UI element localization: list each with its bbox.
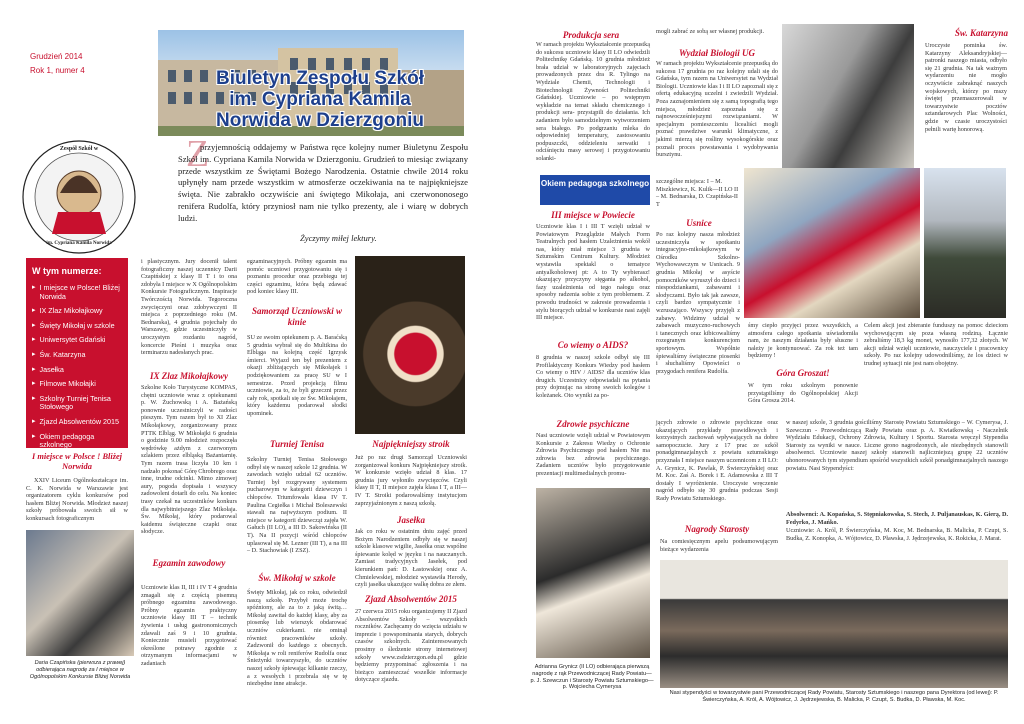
issue-date: Grudzień 2014	[30, 52, 83, 61]
santa-photo	[355, 256, 465, 434]
zjazd-text: 27 czerwca 2015 roku organizujemy II Zjazd Absolwentów Szkoły – wszystkich roczników. Zachęcamy do wzięcia udziału w imprezie i powspominania starych, dobrych czasów szkolnych. Zainteresowanych prosimy o śledzenie strony internetowej szkoły www.zsdzierzgon.edu.pl gdzie będziemy przypominać zgłoszenia i na bieżąco zamieszczać wszelkie informacje dotyczące zjazdu.	[355, 608, 467, 684]
gora-grosza-continued-text: Celem akcji jest zbieranie funduszy na pomoc dzieciom wychowującym się poza własną rodziną. Łącznie zebraliśmy 18,3 kg monet, wynosiło 177,32 złotych. W akcji udział wzięli uczniowie, nauczyciele i pracownicy szkoły. Po raz kolejny udowodniliśmy, że los dzieci w trudnej sytuacji nie jest nam obojętny.	[864, 322, 1008, 367]
grynicz-caption: Adrianna Grynicz (II LO) odbierająca pierwszą nagrodę z rąk Przewodniczącej Rady Powiatu— p. J. Szewczun i Starosty Powiatu Sztumskiego— p. Wojciecha Cymerysa	[530, 664, 654, 691]
toc-item[interactable]: ▸ Jasełka	[32, 366, 122, 375]
heading-aids: Co wiemy o AIDS?	[557, 340, 629, 350]
heading-zjazd-absolwentow: Zjazd Absolwentów 2015	[365, 594, 457, 604]
zdrowie-text: Nasi uczniowie wzięli udział w Powiatowym Konkursie z Zakresu Wiedzy o Ochronie Zdrowia Psychicznego pod hasłem Nie ma zdrowia bez zdrowia psychicznego. Zadaniem uczniów było przygotowanie prezentacji multimedialnych promu-	[536, 432, 650, 477]
ser-ending-text: mogli zabrać ze sobą ser własnej produkcji.	[656, 28, 765, 35]
ser-text: W ramach projektu Wykształcenie przepustką do sukcesu uczniowie klasy II LO odwiedzili Politechnikę Gdańską. 10 grudnia młodzież brała udział w laboratoryjnych zajęciach prowadzonych przez dra R. Tylingo na Wydziale Chemii, Technologii i Biotechnologii Żywności Politechniki Gdańskiej. Uczniowie – po wstępnym wykładzie na temat składu chemicznego i produkcji sera- przystąpili do działania. Ich zadaniem było samodzielnym wytworzeniem sera białego. Po podgrzaniu mleka do odpowiedniej temperatury, zastosowaniu podpuszczki, oddzieleniu serwatki i odciśnięciu masy serowej i przygotowaniu solanki-	[536, 41, 650, 162]
title-line-3: Norwida w Dzierzgoniu	[216, 110, 424, 131]
logo-text-bottom: im. Cypriana Kamila Norwida	[46, 241, 112, 246]
toc-item[interactable]: ▸ Filmowe Mikołajki	[32, 380, 122, 389]
title-line-1: Biuletyn Zespołu Szkół	[216, 68, 424, 89]
heading-wydzial-biologii: Wydział Biologii UG	[678, 48, 755, 58]
toc-heading: W tym numerze:	[32, 266, 102, 276]
toc-item[interactable]: ▸ Uniwersytet Gdański	[32, 336, 122, 345]
award-photo-czapinska	[26, 530, 134, 656]
uczniowie-list: Uczniowie: A. Król, P. Świerczyńska, M. Koc, M. Bednarska, B. Malicka, P. Czupt, S. Budka, Z. Konopka, A. Wójtowicz, D. Pławska, J. Jędrzejewska, K. Rokicka, J. Marat.	[786, 527, 1008, 542]
samorzad-text: SU ze swoim opiekunem p. A. Baraćską 5 grudnia wybrał się do Multikina do Elbląga na kolejną część Igrzysk śmierci. Wyjazd ten był prezentem z okazji zbliżających się Mikołajek i podziękowaniem za pracę SU w I semestrze. Przed projekcją filmu uczniowie, za to, że byli grzeczni przez cały rok, spotkali się ze Św. Mikołajem, który każdemu podarował słodki upominek.	[247, 334, 347, 417]
bliżej-norwida-text: XXIV Liceum Ogólnokształcące im. C. K. Norwida w Warszawie jest organizatorem cyklu konkursów pod hasłem Bliżej Norwida. Młodzież naszej szkoły próbowała swoich sił w konkursach fotograficznym	[26, 477, 128, 522]
toc-item[interactable]: ▸ Szkolny Turniej Tenisa Stołowego	[32, 395, 122, 412]
heading-nagrody-starosty: Nagrody Starosty	[684, 524, 750, 534]
absolwenci-list: Absolwenci: A. Kopańska, S. Stępniakowska, S. Stech, J. Puljanauskas, K. Gierą, D. Fedyrko, J. Mańko.	[786, 511, 1008, 526]
school-emblem-icon	[20, 138, 138, 256]
heading-iii-miejsce: III miejsce w Powiecie	[551, 210, 635, 220]
heading-najpiekniejszy-stroik: Najpiękniejszy stroik	[372, 439, 450, 449]
heading-mikolaj-w-szkole: Św. Mikołaj w szkole	[258, 573, 336, 583]
katarzyna-text: Uroczyste pominka św. Katarzyny Aleksandryjskiej—patronki naszego miasta, odbyło się 21 grudnia. Na tak ważnym wydarzeniu nie mogło oczywiście zabraknąć naszych wojskowych, którzy po mszy świętej przemaszerowali w towarzystwie pocztów sztandarowych Plac Wolności, gdzie w czasie uroczystości pełnili wartę honorową.	[925, 42, 1007, 133]
award-photo-caption: Daria Czapińska (pierwsza z prawej) odbierająca nagrodę za I miejsce w Ogólnopolskim Konkursie Bliżej Norwida	[29, 660, 131, 680]
stypendysci-caption: Nasi stypendyści w towarzystwie pani Przewodniczącej Rady Powiatu, Starosty Sztumskiego i naszego pana Dyrektora (od lewej): P. Świerczyńska, A. Król, A. Wójtowicz, J. Jędrzejewska, B. Malicka, P. Czupt, S. Budka, D. Pławska, M. Koc.	[669, 690, 999, 703]
intro-text: przyjemnością oddajemy w Państwa ręce kolejny numer Biuletynu Zespołu Szkół im. Cypriana Kamila Norwida w Dzierzgoniu. Grudzień to miesiąc związany przede wszystkim ze Świętami Bożego Narodzenia. Ostatnie chwile 2014 roku upłynęły nam przede wszystkim w atmosferze oczekiwania na te najpiękniejsze święta. Nie zabrakło oczywiście ani świętego Mikołaja, ani czerwononosego renifera Rudolfa, który przyniosł nam nie tylko prezenty, ale i wiarę w dobrych ludzi.	[178, 142, 468, 223]
intro-dropcap: Z	[186, 133, 210, 175]
title-line-2: im. Cypriana Kamila	[229, 89, 411, 110]
toc-list	[32, 284, 122, 450]
usnice-text: Po raz kolejny nasza młodzież uczestniczyła w spotkaniu integracyjno-mikołajkowym w Ośrodku Szkolno-Wychowawczym w Usnicach. 9 grudnia Mikołaj w asyście pomocników wyruszył do dzieci i niespodziankami, zabawami i słodyczami. Było tak jak zawsze, czyli bardzo sympatycznie i wzruszająco. Wszyscy przyjęli z zabawy. Widzimy udział w zabawach muzyczno-ruchowych i tanecznych oraz kibicowaliśmy rozegranym konkurencjom sportowym. Wspólnie śpiewaliśmy świąteczne piosenki i słuchaliśmy Opowieści o przygodach renifera Rudolfa.	[656, 231, 740, 375]
heading-zlaz-mikolajkowy: IX Zlaz Mikołajkowy	[149, 371, 228, 381]
nagroda-grynicz-photo	[536, 488, 650, 658]
usnice-ending-text: śmy ciepło przyjęci przez wszystkich, a atmosfera całego spotkania uświadomiła nam, że naszym działania były słuszne i należy je kontynuować. Za rok też tam będziemy !	[748, 322, 858, 360]
intro-closing: Życzymy miłej lektury.	[300, 233, 377, 243]
gora-grosza-text: W tym roku szkolnym ponownie przystąpiliśmy do Ogólnopolskiej Akcji Góra Grosza 2014.	[748, 382, 858, 405]
uniwersytet-photo	[782, 24, 914, 182]
katarzyna-parade-photo	[924, 168, 1006, 318]
heading-usnice: Usnice	[686, 218, 712, 228]
heading-sw-katarzyna: Św. Katarzyna	[954, 28, 1008, 38]
jaselka-text: Jak co roku w ostatnim dniu zajęć przed Bożym Narodzeniem odbyły się w naszej szkole klasowe wigilie, Jasełka oraz wspólne śpiewanie kolęd w języku i na nauczanych. Zamiast tradycyjnych Jasełek, pod kierunkiem pań: D. Łastowskiej oraz A. Chmielewskiej, młodzież wystawiła Herody, czyli jasełka ukazujące walkę dobra ze złem.	[355, 528, 467, 589]
aids-text: 8 grudnia w naszej szkole odbył się III Profilaktyczny Konkurs Wiedzy pod hasłem Co wiemy o HIV / AIDS? dla uczniów klas drugich. Uczestnicy odpowiadali na pytania przy dojmując na stronę swoich kolegów i koleżanek. Oto wyniki za po-	[536, 354, 650, 399]
egzamin-continued-text: egzaminacyjnych. Próbny egzamin ma pomóc uczniowi przygotowaniu się i poznaniu procedur oraz przebiegu tej części egzaminu, która będą zdawać pod koniec klasy III.	[247, 258, 347, 296]
toc-item[interactable]: ▸ Święty Mikołaj w szkole	[32, 322, 122, 331]
zlaz-text: Szkolne Koło Turystyczne KOMPAS, chętni uczniowie wraz z opiekunami p. W. Żuchowską i A. Bażańską ponownie uczestniczyli w radości pieszym. Tym razem był to XI Zlaz Mikołajkowy, zorganizowany przez PTTK Elbląg. W Mikołajki 6 grudnia o godzinie 9.00 młodzież rozpoczęła wędrówkę ażdym z czerwonym szlakiem przez elbląską Bażantarnię. Tym razem trasa liczyła 10 km i nadzało pokonać Górę Chrobrego oraz inne, trudne odcinki. Mimo zimowej aury, pogoda dopisała i wszyscy zadowoleni dotarli do celu. Na koniec trasy czekał na uczestników konkurs dla najwybitniejszego Zlaz Mikołaja. Św. Mikołaj, który podarowal kaidemu świąteczne czapki oraz słodycze.	[141, 384, 237, 536]
toc-item[interactable]: ▸ IX Zlaz Mikołajkowy	[32, 307, 122, 316]
heading-gora-grosza: Góra Groszat!	[776, 368, 830, 378]
mikolaj-text: Święty Mikołaj, jak co roku, odwiedził naszą szkołę. Przybył może trochę spóźniony, ale za to z jaką świtą… Mikołaj zawitał do każdej klasy, aby za piosenkę lub wierszyk obdarować uczniów cukierkami. nie ominął również pracowników szkoły. Zadzwonił do każdego z obecnych. Mikołaja w roli reniferów Rudolfa oraz Śnieżynki towarzyszyło, do uczniów naszej szkoły śpiewając kilkanie rzeczy, a z wesołych i przebrala się w tę niezbędne inne atrakcje.	[247, 589, 347, 688]
table-of-contents	[26, 258, 128, 448]
tenis-text: Szkolny Turniej Tenisa Stołowego odbył się w naszej szkole 12 grudnia. W zawodach wzięło udział 62 uczniów. Turniej był rozgrywany systemem pucharowym w kategorii dziewczyn i chłopców. Triumfowała klasa IV T. Paulina Cegiełka i Michał Boleszewski stawali na najwyższym podium. II miejsce w kategorii dziewcząt zajęła W. Gałuch (II LO), a III D. Sakowińska (II T). Na II pozycji wśród chłopców uplasował się M. Lezner (III T), a na III – D. Stachowiak (I ZSZ).	[247, 456, 347, 555]
issue-number: Rok 1, numer 4	[30, 66, 85, 75]
heading-egzamin-zawodowy: Egzamin zawodowy	[152, 558, 226, 568]
stypendysci-group-photo	[660, 560, 1008, 688]
stroik-text: Już po raz drugi Samorząd Uczniowski zorganizował konkurs Najpiękniejszy stroik. W konkursie wzięło udział 8 klas. 17 grudnia jury wyłoniło zwycięzców. Czyli klasy II T, II miejsce zajęła klasa I T, a III—IV T. Stroiki podarowaliśmy instytucjom zaprzyjaźnionym z naszą szkołą.	[355, 454, 467, 507]
powiat-text: Uczniowie klas I i III T wzięli udział w Powiatowym Przeglądzie Małych Form Teatralnych pod hasłem Uzależnienia wokół nas, który miał miejsce 3 grudnia w Sztumskim Centrum Kultury. Młodzież wystawiła spektakl o tematyce antyalkoholowej pt: A to Ty wybierasz! ukazujący przyczyny sięgania po alkohol, fazy uzależnienia od tego nałogu oraz sposoby radzenia sobie z tym problemem. Z powodu trudności w zakresie prowadzenia i stylu biorących udział w konkursie nasi zajęli III miejsce.	[536, 223, 650, 322]
biologia-text: W ramach projektu Wykształcenie przepustką do sukcesu 17 grudnia po raz kolejny udali się do Gdańska, tym razem na Uniwersytet na Wydział Biologii. Uczniowie klas I i II LO zapoznali się z ofertą edukacyjną uczelni i zwiedzili Wydział. Poza zaznajomieniem się z samą topografią tego miejsca, młodzież zapoznała się z najnowocześniejszymi rozwiązaniami. W specjalnym pomieszczeniu licealiści mogli poznać prawdziwe warunki klimatyczne, z jakimi mierzą się rośliny wysokogórskie oraz poznali proces powstawania i wydobywania bursztynu.	[656, 60, 778, 159]
usnice-photo	[744, 168, 920, 318]
heading-zdrowie-psychiczne: Zdrowie psychiczne	[556, 419, 630, 429]
pedagog-box-label: Okiem pedagoga szkolnego	[540, 179, 650, 188]
heading-samorzad-w-kinie: Samorząd Uczniowski w kinie	[251, 306, 343, 327]
contest-continued-text: i plastycznym. Jury docenił talent fotograficzny naszej uczennicy Darii Czapińskiej z klasy II T i to ona zdobyła I miejsce w X Ogólnopolskim Konkursie Fotograficznym. Inspiracje Twórczością Norwida. Tegoroczna zwycięczyni oraz zdobywczyni II miejsca z poprzedniego roku (M. Bednarska), 4 grudnia pojechały do Warszawy, gdzie uczestniczyły w uroczystym rozdaniu nagród, koncercie Pieśni i muzyka oraz terminarzu nadesłanych prac.	[141, 258, 237, 357]
zdrowie-continued-text: jących zdrowie o zdrowie psychiczne oraz ukazujących przykłady prawidłowych i korzystnych zachowań wpływających na dobre samopoczucie. Jury z 17 prac ze szkół ponadgimnazjalnych z powiatu sztumskiego przyznała I miejsce naszym uczennicom z II LO: A. Grynicz, K. Pawlak, P. Świerczyńskiej oraz M. Koc. Zaś A. Borek i E. Adamowska z III T dostały I wyróżnienie. Uroczyste wręczenie nagród odbyło się 30 grudnia podczas Sesji Rady Powiatu Sztumskiego.	[656, 419, 778, 502]
heading-turniej-tenisa: Turniej Tenisa	[269, 439, 325, 449]
nagrody-text: Na comiesięcznym apelu podsumowującym bieżące wydarzenia	[660, 538, 778, 553]
egzamin-text: Uczniowie klas II, III i IV T 4 grudnia zmagali się z częścią pisemną próbnego egzaminu zawodowego. Próbny egzamin praktyczny uczniowie klasy III T – technik żywienia i usług gastronomicznych zdawali zaś 9 i 10 grudnia. Koniecznie musieli przygotować określone potrawy zgodnie z otrzymanym informacjami w zadaniach	[141, 584, 237, 667]
toc-item[interactable]: ▸ I miejsce w Polsce! Bliżej Norwida	[32, 284, 122, 301]
aids-winners-text: szczególne miejsca: I – M. Miszkiewicz, K. Kulik—II LO II – M. Bednarska, D. Czapińska-II T	[656, 178, 739, 208]
logo-text-top: Zespół Szkół w	[59, 146, 99, 152]
starosta-text: w naszej szkole, 3 grudnia gościliśmy Starostę Powiatu Sztumskiego – W. Cymerysa, J. Szewczun - Przewodniczącą Rady Powiatu oraz p. A. Kwiatkowską - Naczelnik Wydziału Edukacji, Ochrony Zdrowia, Kultury i Sportu. Starosta wręczył Stypendia Starosty za wyniki w nauce. Liczne grono nagrodzonych, ale niezbędnych stanowili absolwenci. Uczniowie naszej szkoły stanowili najliczniejszą grupę 22 uczniów uhonorowanych tym stypendium spośród wszystkich szkół ponadgimnazjalnych naszego powiatu. Nasi Stypendyści:	[786, 419, 1008, 472]
school-logo	[20, 138, 138, 256]
toc-item[interactable]: ▸ Zjazd Absolwentów 2015	[32, 418, 122, 427]
heading-bliżej-norwida: I miejsce w Polsce ! Bliżej Norwida	[31, 452, 123, 471]
toc-item[interactable]: ▸ Św. Katarzyna	[32, 351, 122, 360]
newsletter-title	[190, 68, 450, 131]
heading-jaselka: Jasełka	[397, 515, 425, 525]
toc-item[interactable]: ▸ Okiem pedagoga szkolnego	[32, 433, 122, 450]
heading-produkcja-sera: Produkcja sera	[562, 30, 620, 40]
pedagog-box	[540, 175, 650, 205]
